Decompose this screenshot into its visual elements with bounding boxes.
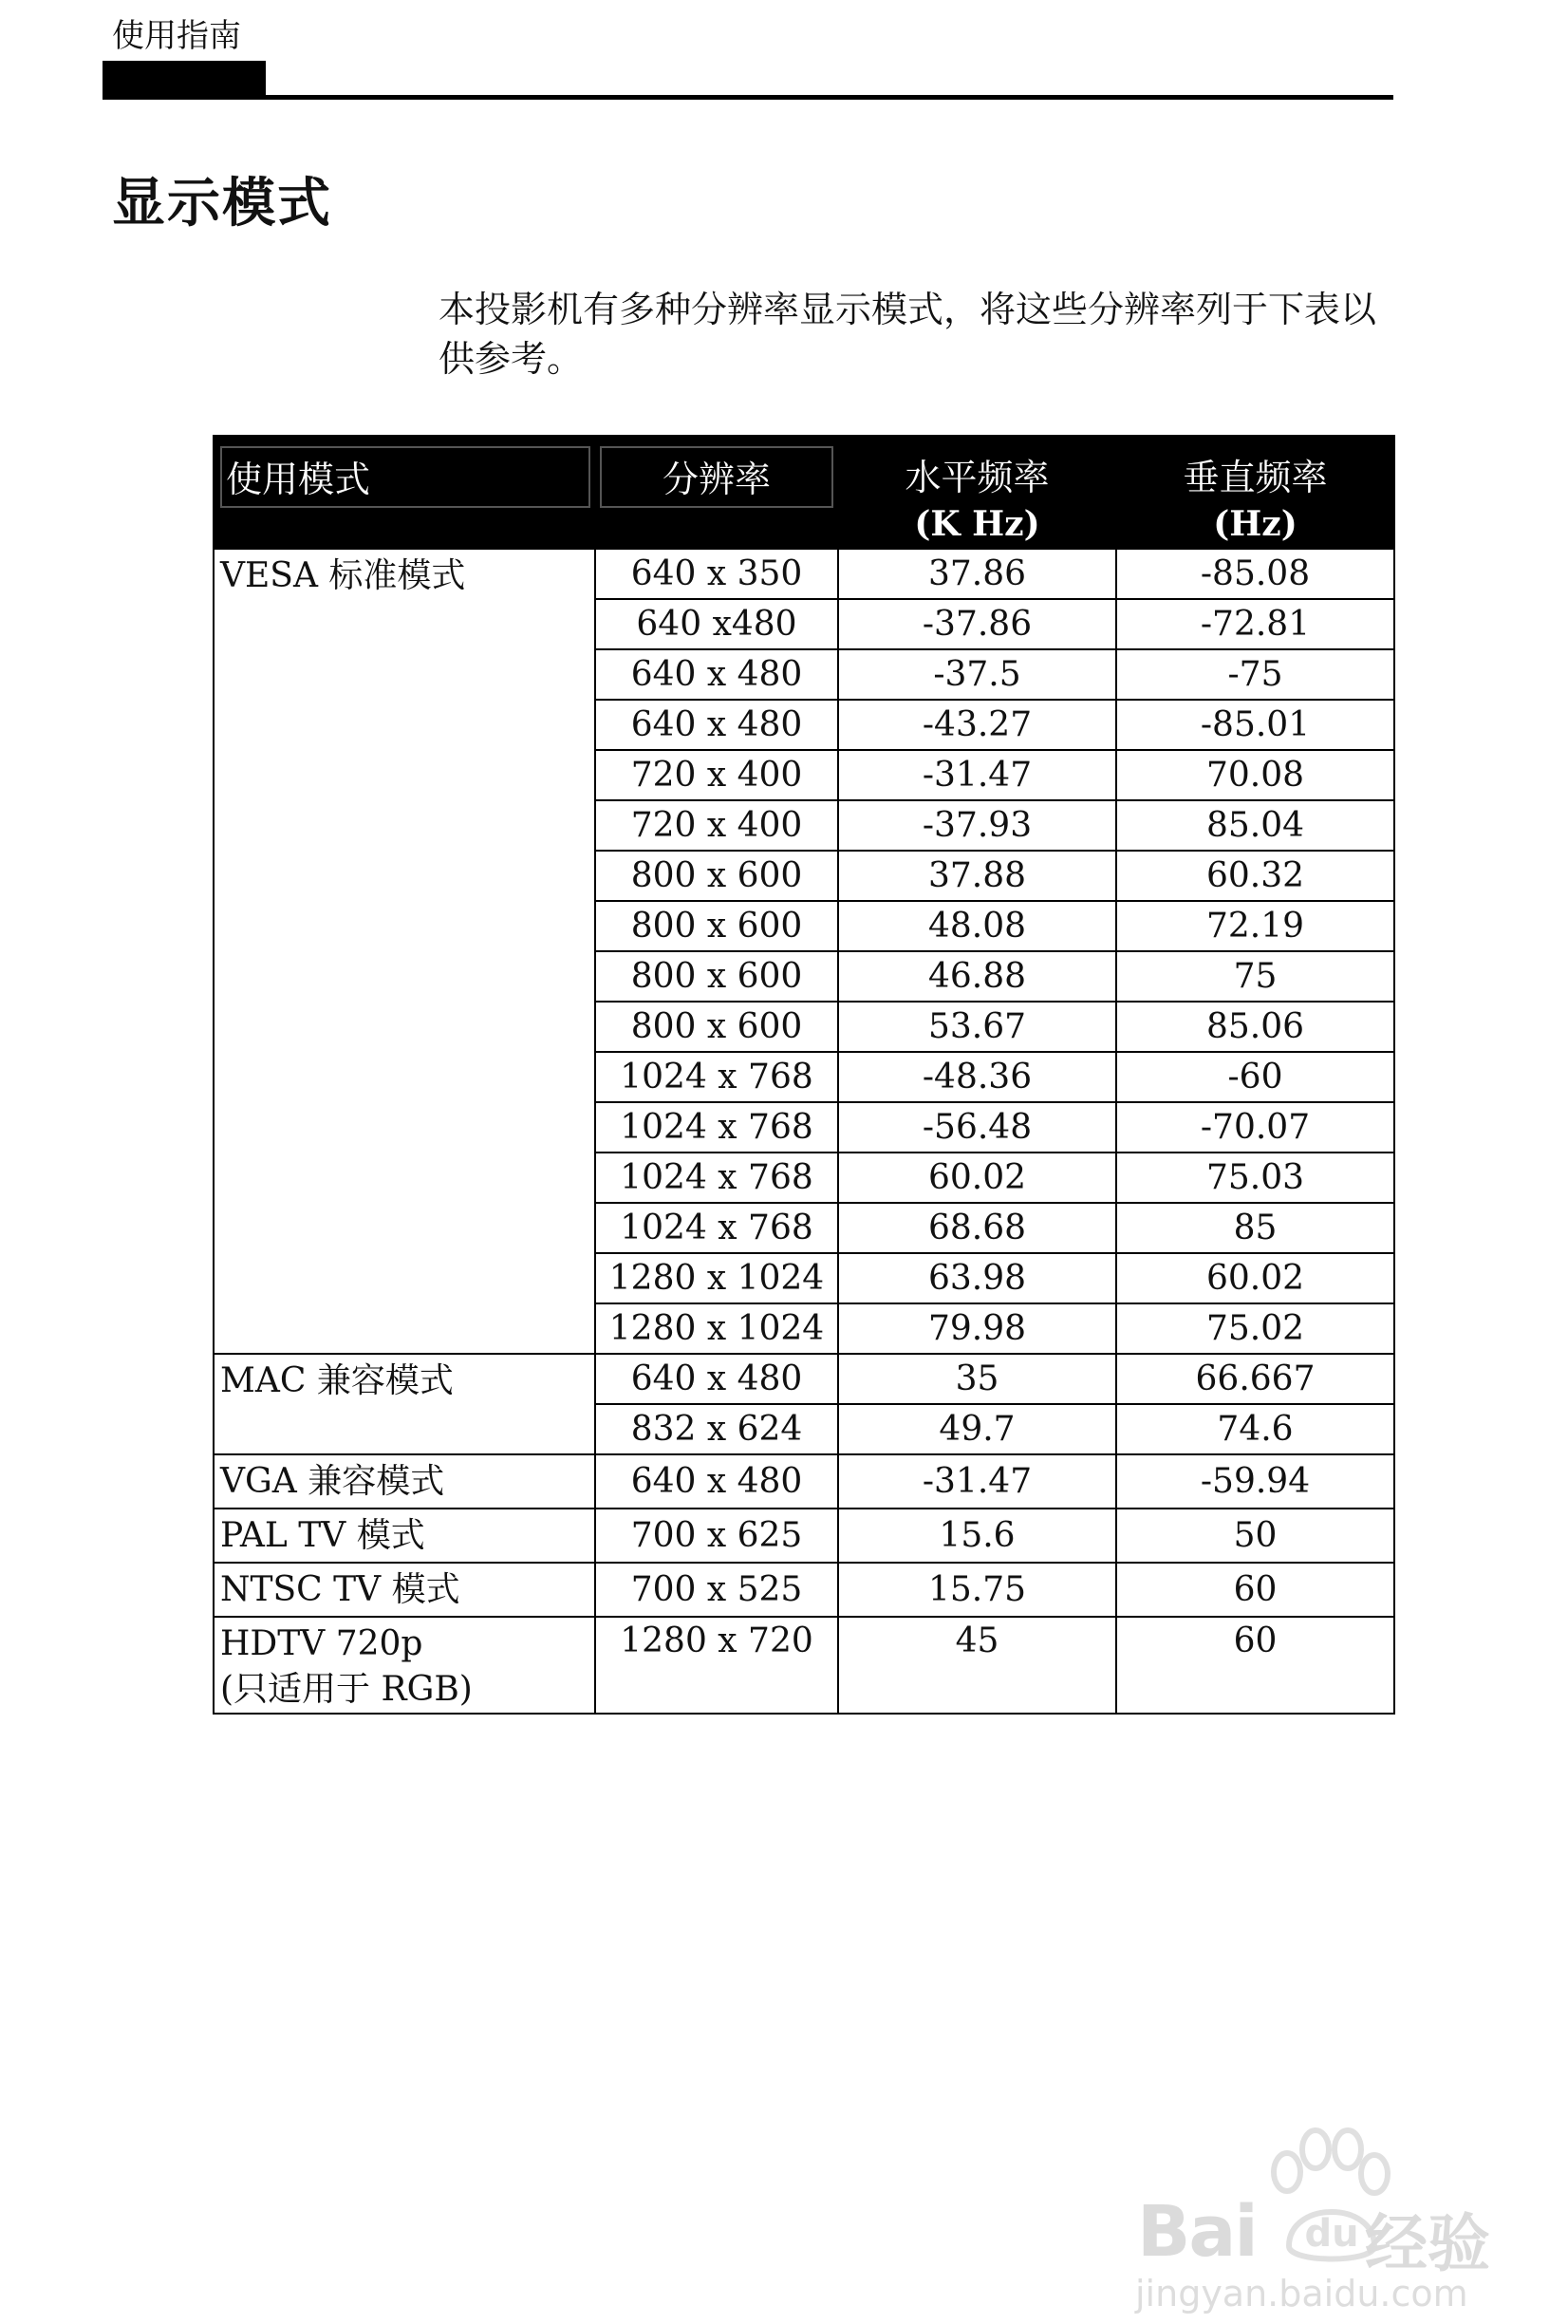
mode-cell <box>214 549 595 1354</box>
vertical-frequency-cell: 60.02 <box>1116 1253 1394 1303</box>
table-row <box>214 1454 1394 1509</box>
resolution-cell: 1024 x 768 <box>595 1203 838 1253</box>
horizontal-frequency-cell: 68.68 <box>838 1203 1116 1253</box>
watermark-url: jingyan.baidu.com <box>1135 2273 1468 2315</box>
paw-logo-text: du <box>1304 2212 1359 2256</box>
mode-label: NTSC TV 模式 <box>220 1570 460 1609</box>
horizontal-frequency-cell: -31.47 <box>838 750 1116 800</box>
horizontal-frequency-cell: 15.75 <box>838 1563 1116 1617</box>
page-title: 显示模式 <box>112 173 332 234</box>
table-header-row <box>214 436 1394 549</box>
resolution-cell: 1280 x 1024 <box>595 1253 838 1303</box>
table-row <box>214 1617 1394 1714</box>
vertical-frequency-cell: -70.07 <box>1116 1102 1394 1153</box>
vertical-frequency-cell: -75 <box>1116 649 1394 700</box>
resolution-cell: 1280 x 720 <box>595 1617 838 1714</box>
horizontal-frequency-cell: -48.36 <box>838 1052 1116 1102</box>
horizontal-frequency-cell: 37.86 <box>838 549 1116 599</box>
watermark-brand-right: 经验 <box>1365 2207 1490 2280</box>
horizontal-frequency-cell: 60.02 <box>838 1153 1116 1203</box>
table-row <box>214 1354 1394 1404</box>
horizontal-frequency-cell: -31.47 <box>838 1454 1116 1509</box>
resolution-cell: 640 x 480 <box>595 700 838 750</box>
table-body <box>214 549 1394 1714</box>
resolution-cell: 700 x 525 <box>595 1563 838 1617</box>
table-row <box>214 1563 1394 1617</box>
header-black-tab <box>103 61 266 97</box>
mode-note: (只适用于 RGB) <box>220 1670 473 1709</box>
vertical-frequency-cell: 85.06 <box>1116 1002 1394 1052</box>
horizontal-frequency-cell: 35 <box>838 1354 1116 1404</box>
watermark-brand-left: Bai <box>1137 2191 1257 2273</box>
baidu-watermark <box>1128 2125 1526 2315</box>
vertical-frequency-cell: 70.08 <box>1116 750 1394 800</box>
resolution-cell: 800 x 600 <box>595 851 838 901</box>
horizontal-frequency-cell: 53.67 <box>838 1002 1116 1052</box>
resolution-cell: 1024 x 768 <box>595 1052 838 1102</box>
vertical-frequency-cell: 85.04 <box>1116 800 1394 851</box>
mode-cell <box>214 1509 595 1563</box>
header-rule <box>103 95 1393 100</box>
section-header-label: 使用指南 <box>112 17 241 55</box>
intro-paragraph: 本投影机有多种分辨率显示模式，将这些分辨率列于下表以供参考。 <box>439 289 1377 380</box>
header-horizontal-frequency <box>838 436 1116 549</box>
vertical-frequency-cell: 60.32 <box>1116 851 1394 901</box>
header-resolution <box>595 436 838 549</box>
horizontal-frequency-cell: -37.93 <box>838 800 1116 851</box>
table-row <box>214 549 1394 599</box>
resolution-cell: 720 x 400 <box>595 800 838 851</box>
resolution-cell: 1280 x 1024 <box>595 1303 838 1354</box>
resolution-cell: 1024 x 768 <box>595 1153 838 1203</box>
header-mode <box>214 436 595 549</box>
horizontal-frequency-cell: 63.98 <box>838 1253 1116 1303</box>
mode-cell <box>214 1617 595 1714</box>
resolution-cell: 720 x 400 <box>595 750 838 800</box>
resolution-cell: 1024 x 768 <box>595 1102 838 1153</box>
header-vertical-frequency <box>1116 436 1394 549</box>
vertical-frequency-cell: 72.19 <box>1116 901 1394 951</box>
mode-label: VGA 兼容模式 <box>220 1462 445 1501</box>
horizontal-frequency-cell: -43.27 <box>838 700 1116 750</box>
header-mode-label: 使用模式 <box>220 446 590 508</box>
vertical-frequency-cell: -85.08 <box>1116 549 1394 599</box>
mode-label: PAL TV 模式 <box>220 1516 425 1555</box>
vertical-frequency-cell: 50 <box>1116 1509 1394 1563</box>
mode-cell <box>214 1563 595 1617</box>
header-v-freq-label: 垂直频率 <box>1183 457 1328 498</box>
horizontal-frequency-cell: 49.7 <box>838 1404 1116 1454</box>
vertical-frequency-cell: 85 <box>1116 1203 1394 1253</box>
vertical-frequency-cell: 75 <box>1116 951 1394 1002</box>
vertical-frequency-cell: 74.6 <box>1116 1404 1394 1454</box>
vertical-frequency-cell: 75.02 <box>1116 1303 1394 1354</box>
horizontal-frequency-cell: -56.48 <box>838 1102 1116 1153</box>
horizontal-frequency-cell: 37.88 <box>838 851 1116 901</box>
resolution-cell: 640 x480 <box>595 599 838 649</box>
display-modes-table <box>213 435 1395 1715</box>
resolution-cell: 800 x 600 <box>595 1002 838 1052</box>
vertical-frequency-cell: 60 <box>1116 1617 1394 1714</box>
horizontal-frequency-cell: 45 <box>838 1617 1116 1714</box>
vertical-frequency-cell: -60 <box>1116 1052 1394 1102</box>
mode-label: HDTV 720p <box>220 1624 423 1663</box>
mode-cell <box>214 1454 595 1509</box>
header-h-freq-label: 水平频率 <box>905 457 1050 498</box>
mode-label: MAC 兼容模式 <box>220 1361 454 1400</box>
horizontal-frequency-cell: -37.86 <box>838 599 1116 649</box>
vertical-frequency-cell: 60 <box>1116 1563 1394 1617</box>
vertical-frequency-cell: 75.03 <box>1116 1153 1394 1203</box>
header-v-freq-unit: (Hz) <box>1213 504 1297 544</box>
mode-cell <box>214 1354 595 1454</box>
horizontal-frequency-cell: 79.98 <box>838 1303 1116 1354</box>
horizontal-frequency-cell: 15.6 <box>838 1509 1116 1563</box>
horizontal-frequency-cell: -37.5 <box>838 649 1116 700</box>
resolution-cell: 700 x 625 <box>595 1509 838 1563</box>
vertical-frequency-cell: -72.81 <box>1116 599 1394 649</box>
resolution-cell: 640 x 350 <box>595 549 838 599</box>
resolution-cell: 640 x 480 <box>595 649 838 700</box>
resolution-cell: 832 x 624 <box>595 1404 838 1454</box>
horizontal-frequency-cell: 46.88 <box>838 951 1116 1002</box>
resolution-cell: 640 x 480 <box>595 1354 838 1404</box>
horizontal-frequency-cell: 48.08 <box>838 901 1116 951</box>
header-h-freq-unit: (K Hz) <box>914 504 1040 544</box>
header-resolution-label: 分辨率 <box>600 446 833 508</box>
resolution-cell: 800 x 600 <box>595 901 838 951</box>
vertical-frequency-cell: -85.01 <box>1116 700 1394 750</box>
resolution-cell: 800 x 600 <box>595 951 838 1002</box>
table-row <box>214 1509 1394 1563</box>
vertical-frequency-cell: -59.94 <box>1116 1454 1394 1509</box>
mode-label: VESA 标准模式 <box>220 556 466 595</box>
vertical-frequency-cell: 66.667 <box>1116 1354 1394 1404</box>
resolution-cell: 640 x 480 <box>595 1454 838 1509</box>
